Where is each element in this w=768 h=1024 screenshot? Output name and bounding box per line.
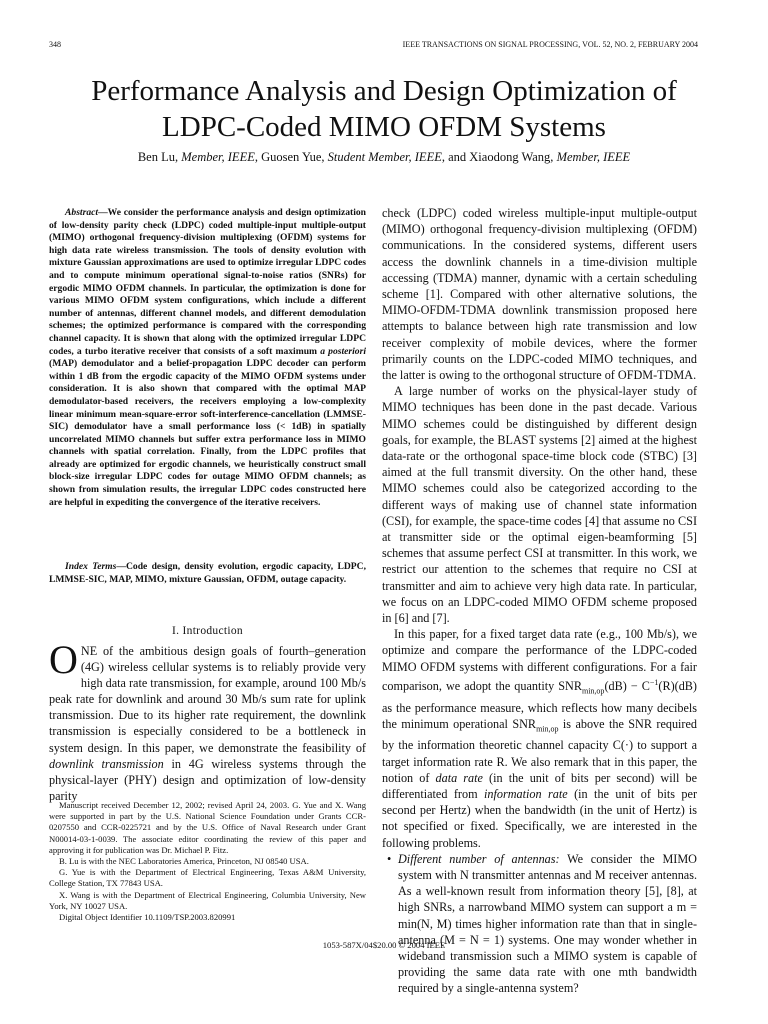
p3-italic-information-rate: information rate xyxy=(484,787,568,802)
copyright-footer: 1053-587X/04$20.00 © 2004 IEEE xyxy=(322,940,446,950)
abstract xyxy=(49,207,366,509)
footnote-lu: B. Lu is with the NEC Laboratories America, Princeton, NJ 08540 USA. xyxy=(59,856,309,867)
page-number: 348 xyxy=(49,40,61,49)
abstract-label: Abstract xyxy=(65,207,99,218)
bullet-label: Different number of antennas: xyxy=(398,851,560,866)
abstract-italic: a posteriori xyxy=(320,345,366,357)
abstract-text-1: —We consider the performance analysis and design optimization of low-density parity check (LDPC) coded multiple-input multiple-output (MIMO) orthogonal frequency-division multiplexing (OFDM) systems for high data rate wireless transmission. The tools of density evolution with mixture Gaussian approximations are used to optimize irregular LDPC codes and to compute minimum operational signal-to-noise ratios (SNRs) for ergodic MIMO OFDM channels. In particular, the optimization is done for various MIMO OFDM system configurations, which include a different number of antennas, different channel models, and different demodulation schemes; the optimized performance is compared with the corresponding channel capacity. It is shown that along with the optimized irregular LDPC codes, a turbo iterative receiver that consists of a soft maximum xyxy=(49,207,366,357)
author-3-role: Member, IEEE xyxy=(556,150,631,164)
problem-list xyxy=(382,851,697,997)
right-paragraph-1: check (LDPC) coded wireless multiple-input multiple-output (MIMO) orthogonal frequency-division multiplexing (OFDM) communications. In the considered systems, different users access the downlink channels in a time-division multiple accessing (TDMA) manner, dynamic with a certain scheduling scheme [1]. Compared with other alternative solutions, the MIMO-OFDM-TDMA downlink transmission proposed here attempts to balance between high rate transmission and low receiver complexity of mobile devices, where the former primarily counts on the LDPC-coded MIMO techniques, and the latter is owing to the orthogonal structure of OFDM-TDMA. xyxy=(382,206,697,383)
index-terms xyxy=(49,561,366,586)
author-1-role: Member, IEEE xyxy=(181,150,255,164)
p3-text-d: is above the SNR required by the information theoretic channel capacity C(·) to support a target information rate R. We also remark that in this paper, the notion of xyxy=(382,716,697,785)
author-list xyxy=(40,150,728,165)
title-line-1: Performance Analysis and Design Optimization of xyxy=(91,75,677,107)
author-3-name: , and Xiaodong Wang, xyxy=(441,150,554,164)
index-terms-label: Index Terms xyxy=(65,561,117,572)
footnote-manuscript: Manuscript received December 12, 2002; revised April 24, 2003. G. Yue and X. Wang were supported in part by the U.S. National Science Foundation under Grants CCR-0207550 and CCR-0225721 and by the U.S. Office of Naval Research under Grant N00014-03-1-0039. The associate editor coordinating the review of this paper and approving it for publication was Dr. Michael P. Fitz. xyxy=(49,800,366,855)
footnote-yue: G. Yue is with the Department of Electrical Engineering, Texas A&M University, College Station, TX 77843 USA. xyxy=(49,867,366,889)
right-paragraph-3 xyxy=(382,626,697,851)
list-item xyxy=(398,851,697,997)
p3-text-a: In this paper, for a fixed target data rate (e.g., 100 Mb/s), we optimize and compare the performance of the LDPC-coded MIMO OFDM systems with different configurations. For a fair comparison, we adopt the quantity SNR xyxy=(382,627,697,693)
drop-cap: O xyxy=(49,637,78,682)
p3-sub-2: min,op xyxy=(536,724,559,734)
p3-italic-data-rate: data rate xyxy=(435,770,483,785)
p3-text-e: (in the unit of bits per second) will be differentiated from xyxy=(382,770,697,802)
p3-text-c: (R)(dB) as the performance measure, which reflects how many decibels the minimum operational SNR xyxy=(382,678,697,731)
p3-text-b: (dB) − C xyxy=(604,678,650,693)
paper-title xyxy=(40,73,728,145)
footnote-wang: X. Wang is with the Department of Electrical Engineering, Columbia University, New York, NY 10027 USA. xyxy=(49,889,366,911)
p3-text-f: (in the unit of bits per second per Hertz) when the bandwidth (in the unit of Hertz) is not specified or fixed. Specifically, we are interested in the following problems. xyxy=(382,787,697,850)
abstract-text-2: (MAP) demodulator and a belief-propagation LDPC decoder can perform within 1 dB from the ergodic capacity of the MIMO OFDM systems under consideration. It is also shown that compared with the optimal MAP demodulator-based receivers, the receivers employing a low-complexity linear minimum mean-square-error soft-interference-cancellation (LMMSE-SIC) demodulator have a small performance loss (< 1dB) in spatially uncorrelated MIMO channels but suffer extra performance loss in MIMO channels with spatial correlation. Finally, from the LDPC profiles that already are optimized for ergodic channels, we heuristically construct small block-size irregular LDPC codes for outage MIMO OFDM channels; as shown from simulation results, the irregular LDPC codes constructed here are helpful in expediting the convergence of the iterative receivers. xyxy=(49,358,366,508)
author-1-name: Ben Lu, xyxy=(137,150,179,164)
section-heading: I. Introduction xyxy=(172,625,243,637)
footnotes xyxy=(49,800,366,923)
title-line-2: LDPC-Coded MIMO OFDM Systems xyxy=(162,111,606,143)
intro-text-1: NE of the ambitious design goals of fourth–generation (4G) wireless cellular systems is to reliably provide very high data rate transmission, for example, around 100 Mb/s peak rate for downlink and around 30 Mb/s sum rate for uplink transmission. Due to its higher rate requirement, the downlink transmission is especially considered to be a bottleneck in system design. In this paper, we demonstrate the feasibility of xyxy=(49,644,366,755)
author-2-name: , Guosen Yue, xyxy=(254,150,325,164)
p3-sup: −1 xyxy=(649,677,659,687)
intro-italic: downlink transmission xyxy=(49,756,164,771)
right-paragraph-2: A large number of works on the physical-layer study of MIMO techniques has been done in the past decade. Various MIMO schemes could be distinguished by different design goals, for example, the BLAST systems [2] aimed at the highest data-rate or the orthogonal space-time block code (STBC) [3] aimed at the full transmit diversity. On the other hand, these MIMO schemes could also be categorized according to the different ways of making use of channel state information (CSI), for example, the space-time codes [4] that assume no CSI at transmitter side or the optimal eigen-beamforming [5] schemes that assume perfect CSI at transmitter. In this work, we restrict our attention to the schemes that require no CSI at transmitter and aim to achieve very high data rate. In particular, we focus on an LDPC-coded MIMO OFDM scheme proposed in [6] and [7]. xyxy=(382,384,697,626)
journal-header: IEEE TRANSACTIONS ON SIGNAL PROCESSING, VOL. 52, NO. 2, FEBRUARY 2004 xyxy=(402,40,698,49)
footnote-doi: Digital Object Identifier 10.1109/TSP.2003.820991 xyxy=(59,912,236,923)
intro-text-2: in 4G wireless systems through the physical-layer (PHY) design and optimization of low-density parity xyxy=(49,756,366,803)
bullet-text: We consider the MIMO system with N transmitter antennas and M receiver antennas. As a well-known result from information theory [5], [8], at high SNRs, a narrowband MIMO system can support a m = min(N, M) times higher information rate than that in single-antenna (M = N = 1) systems. One may wonder whether in wideband transmission such a MIMO system is capable of providing the same data rate with one mth bandwidth required by a single-antenna system? xyxy=(398,851,697,996)
p3-sub-1: min,op xyxy=(581,686,605,696)
right-column xyxy=(382,205,697,997)
index-terms-text: —Code design, density evolution, ergodic capacity, LDPC, LMMSE-SIC, MAP, MIMO, mixture Gaussian, OFDM, outage capacity. xyxy=(49,561,366,585)
intro-paragraph xyxy=(49,637,366,804)
author-2-role: Student Member, IEEE xyxy=(327,150,442,164)
